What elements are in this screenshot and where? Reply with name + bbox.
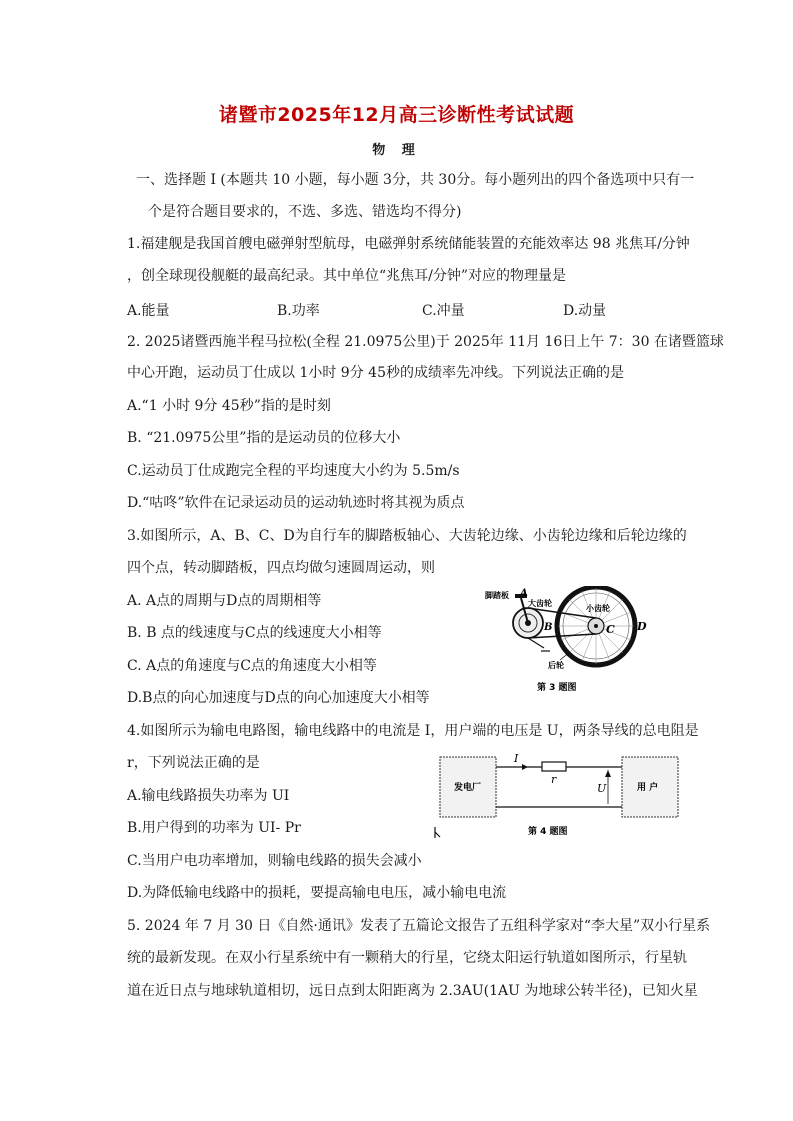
q4-stem-line1: 4.如图所示为输电电路图，输电线路中的电流是 I，用户端的电压是 U，两条导线的总电阻是 [127, 723, 699, 739]
label-d: D [637, 620, 647, 633]
exam-title: 诸暨市2025年12月高三诊断性考试试题 [218, 104, 575, 126]
q3-option-c: C. A点的角速度与C点的角速度大小相等 [127, 658, 377, 674]
section-header-line1: 一、选择题 I (本题共 10 小题，每小题 3分，共 30分。每小题列出的四个备选项中只有一 [136, 172, 695, 188]
section-header-line2: 个是符合题目要求的，不选、多选、错选均不得分) [148, 204, 462, 220]
q3-stem-line1: 3.如图所示，A、B、C、D为自行车的脚踏板轴心、大齿轮边缘、小齿轮边缘和后轮边缘的 [127, 528, 687, 544]
q4-stem-line2: r，下列说法正确的是 [127, 755, 260, 771]
q4-figure-circuit [432, 750, 688, 842]
q2-stem-line2: 中心开跑，运动员丁仕成以 1小时 9分 45秒的成绩率先冲线。下列说法正确的是 [127, 365, 624, 381]
current-arrow [522, 764, 528, 770]
q3-option-d: D.B点的向心加速度与D点的向心加速度大小相等 [127, 690, 430, 706]
q3-option-a: A. A点的周期与D点的周期相等 [127, 593, 322, 609]
resistor-r [542, 762, 566, 771]
q1-stem-line2: ，创全球现役舰艇的最高纪录。其中单位“兆焦耳/分钟”对应的物理量是 [127, 268, 567, 284]
label-plant: 发电厂 [454, 783, 482, 793]
q1-option-b: B.功率 [277, 303, 320, 319]
q2-stem-line1: 2. 2025诸暨西施半程马拉松(全程 21.0975公里)于 2025年 11月 16日上午 7：30 在诸暨篮球 [127, 334, 724, 350]
label-pedal: 脚踏板 [485, 591, 509, 600]
q1-option-d: D.动量 [563, 303, 607, 319]
circuit-diagram [432, 750, 688, 842]
q1-option-a: A.能量 [127, 303, 170, 319]
q3-figure-caption: 第 3 题图 [537, 683, 577, 693]
q3-figure-bicycle [484, 586, 664, 698]
label-b: B [544, 622, 553, 633]
q5-stem-line1: 5. 2024 年 7 月 30 日《自然·通讯》发表了五篇论文报告了五组科学家对“李大星”双小行星系 [127, 918, 711, 934]
q3-stem-line2: 四个点，转动脚踏板，四点均做匀速圆周运动，则 [127, 560, 435, 576]
subject-heading: 物 理 [372, 143, 421, 158]
q4-option-b: B.用户得到的功率为 UI- Pr [127, 820, 301, 836]
q5-stem-line2: 统的最新发现。在双小行星系统中有一颗稍大的行星，它绕太阳运行轨道如图所示，行星轨 [127, 950, 687, 966]
bicycle-diagram [484, 586, 664, 698]
q5-stem-line3: 道在近日点与地球轨道相切，远日点到太阳距离为 2.3AU(1AU 为地球公转半径)，已知火星 [127, 983, 698, 999]
label-user: 用 户 [637, 783, 659, 793]
label-a: A [520, 588, 528, 599]
label-r: r [551, 773, 557, 786]
label-c: C [606, 623, 615, 636]
q4-option-c: C.当用户电功率增加，则输电线路的损失会减小 [127, 853, 422, 869]
label-small-gear: 小齿轮 [586, 604, 610, 613]
q4-option-a: A.输电线路损失功率为 UI [127, 788, 290, 804]
q1-stem-line1: 1.福建舰是我国首艘电磁弹射型航母，电磁弹射系统储能装置的充能效率达 98 兆焦耳/分钟 [127, 236, 690, 252]
label-u: U [597, 782, 607, 795]
q3-option-b: B. B 点的线速度与C点的线速度大小相等 [127, 625, 382, 641]
q2-option-b: B. “21.0975公里”指的是运动员的位移大小 [127, 430, 401, 446]
q4-figure-caption: 第 4 题图 [528, 827, 568, 837]
label-rear-wheel: 后轮 [548, 661, 564, 670]
label-i: I [514, 752, 519, 765]
label-big-gear: 大齿轮 [528, 599, 552, 608]
q2-option-c: C.运动员丁仕成跑完全程的平均速度大小约为 5.5m/s [127, 463, 460, 479]
q2-option-a: A.“1 小时 9分 45秒”指的是时刻 [127, 398, 331, 414]
q1-option-c: C.冲量 [422, 303, 465, 319]
q4-option-d: D.为降低输电线路中的损耗，要提高输电电压，减小输电电流 [127, 885, 507, 901]
q2-option-d: D.“咕咚”软件在记录运动员的运动轨迹时将其视为质点 [127, 495, 465, 511]
